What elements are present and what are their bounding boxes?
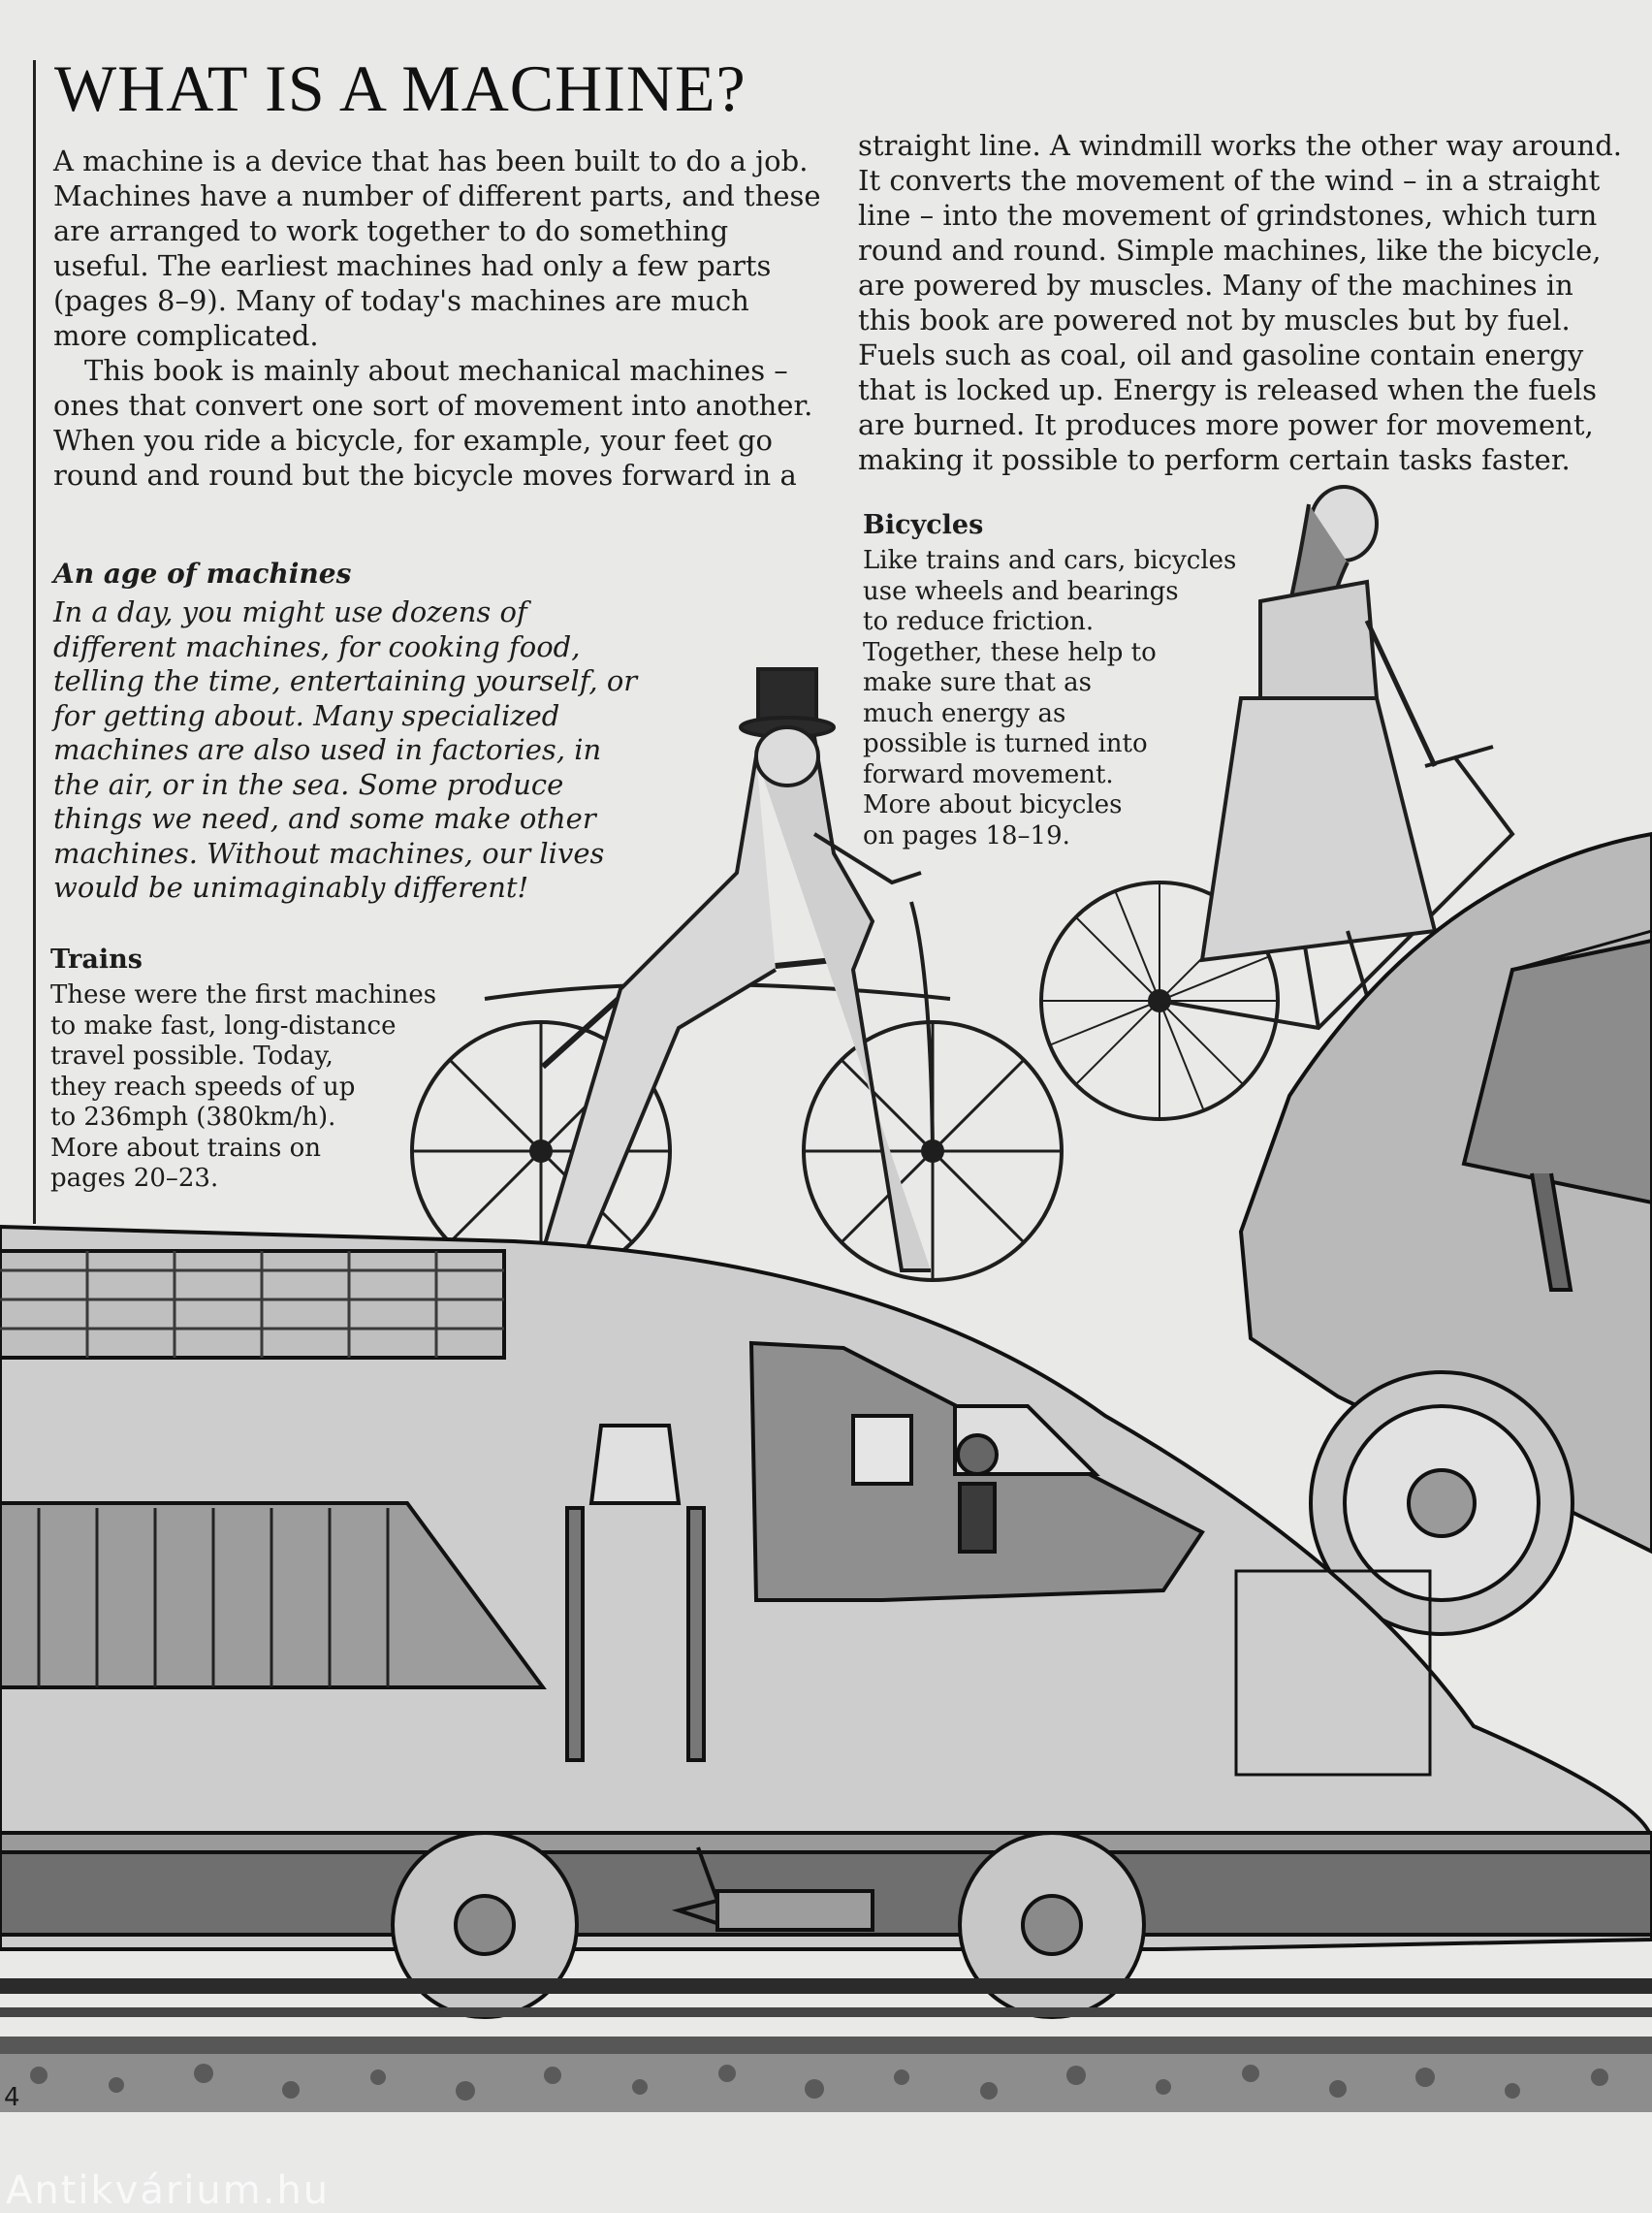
trains-text: These were the first machines to make fast, long-distance travel possible. Today, they reach speeds of up to 236mph (380km/h). More about trains on pages 20–23. — [50, 980, 437, 1193]
watermark-text: Antikvárium.hu — [6, 2168, 331, 2213]
intro-right-column — [858, 128, 1624, 477]
bicycles-heading: Bicycles — [863, 510, 984, 540]
bicycles-text: Like trains and cars, bicycles use wheels and bearings to reduce friction. Together, these help to make sure that as much energy as possible is turned into forward movement. More about bicycles on pages 18–19. — [863, 546, 1237, 850]
intro-left-column — [53, 144, 829, 493]
margin-rule — [33, 60, 36, 1224]
age-of-machines-text: In a day, you might use dozens of different machines, for cooking food, telling the time, entertaining yourself, or for getting about. Many specialized machines are also used in factories, in the air, or in the sea. Some produce things we need, and some make other machines. Without machines, our lives would be unimaginably different! — [53, 595, 638, 904]
trains-box — [50, 945, 467, 1195]
bicycles-box — [863, 510, 1270, 851]
page-number: 4 — [4, 2083, 20, 2112]
car-illustration — [1241, 834, 1652, 1634]
age-of-machines-heading: An age of machines — [53, 558, 352, 590]
trains-heading: Trains — [50, 945, 143, 975]
intro-paragraph-1: A machine is a device that has been built to do a job. Machines have a number of different parts, and these are arranged to work together to do something useful. The earliest machines had only a few parts (pages 8–9). Many of today's machines are much more complicated. — [53, 144, 821, 352]
intro-paragraph-2: This book is mainly about mechanical machines – ones that convert one sort of movement into another. When you ride a bicycle, for example, your feet go round and round but the bicycle moves forward in a — [53, 354, 813, 492]
age-of-machines-box — [53, 558, 654, 906]
page-title: WHAT IS A MACHINE? — [54, 51, 747, 125]
intro-paragraph-3: straight line. A windmill works the other way around. It converts the movement of the wind – in a straight line – into the movement of grindstones, which turn round and round. Simple machines, like the bicycle, are powered by muscles. Many of the machines in this book are powered not by muscles but by fuel. Fuels such as coal, oil and gasoline contain energy that is locked up. Energy is released when the fuels are burned. It produces more power for movement, making it possible to perform certain tasks faster. — [858, 129, 1622, 476]
railway-track-illustration — [0, 1978, 1652, 2112]
